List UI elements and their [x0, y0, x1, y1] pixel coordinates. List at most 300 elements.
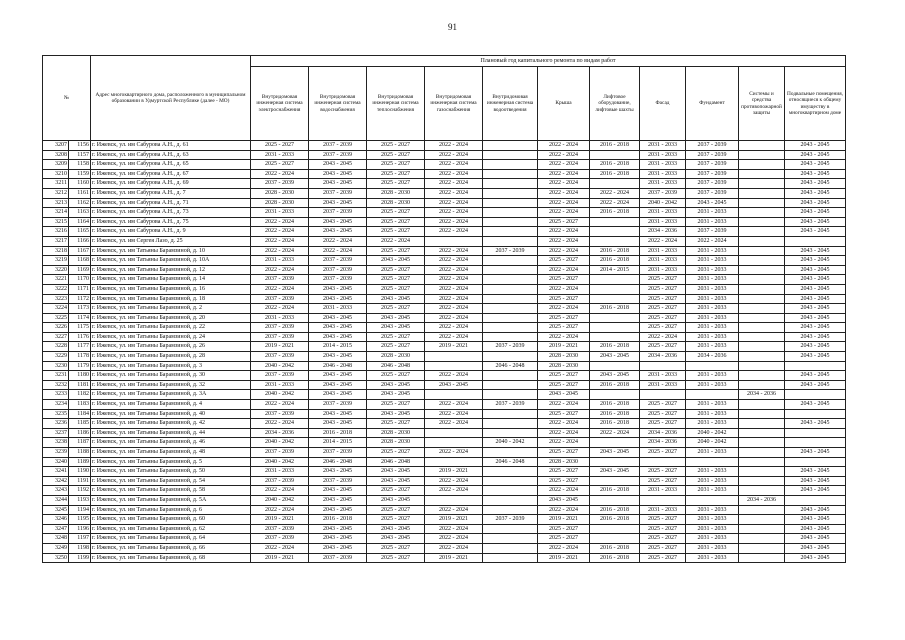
table-row [43, 390, 846, 400]
roof-cell: 2028 - 2030 [538, 457, 590, 467]
address-cell: г. Ижевск, ул. им Татьяны Барамзиной, д. 3А [91, 390, 251, 400]
heating-cell: 2025 - 2027 [367, 486, 425, 496]
elevators-cell: 2016 - 2018 [590, 342, 640, 352]
water-supply-cell: 2014 - 2015 [309, 438, 367, 448]
fire-protection-cell [739, 543, 785, 553]
foundation-cell: 2031 - 2033 [686, 275, 739, 285]
electricity-cell: 2037 - 2039 [251, 524, 309, 534]
address-cell: г. Ижевск, ул. им Татьяны Барамзиной, д. 62 [91, 524, 251, 534]
water-supply-cell: 2046 - 2048 [309, 457, 367, 467]
water-supply-cell: 2043 - 2045 [309, 409, 367, 419]
basement-cell: 2043 - 2045 [785, 534, 846, 544]
electricity-cell: 2037 - 2039 [251, 323, 309, 333]
table-row [43, 188, 846, 198]
basement-cell: 2043 - 2045 [785, 332, 846, 342]
electricity-cell: 2034 - 2036 [251, 428, 309, 438]
electricity-cell: 2037 - 2039 [251, 294, 309, 304]
heating-cell: 2043 - 2045 [367, 534, 425, 544]
facade-cell: 2025 - 2027 [640, 419, 686, 429]
elevators-cell: 2016 - 2018 [590, 256, 640, 266]
sewerage-cell [483, 208, 538, 218]
fire-protection-cell [739, 342, 785, 352]
house-number-cell: 1159 [69, 169, 91, 179]
foundation-cell [686, 390, 739, 400]
header-fire-protection: Системы и средства противопожарной защиты [739, 67, 785, 141]
elevators-cell [590, 217, 640, 227]
table-row [43, 179, 846, 189]
table-row [43, 515, 846, 525]
sewerage-cell [483, 390, 538, 400]
house-number-cell: 1175 [69, 323, 91, 333]
basement-cell: 2043 - 2045 [785, 467, 846, 477]
row-number-cell: 3241 [43, 467, 69, 477]
sewerage-cell [483, 236, 538, 246]
house-number-cell: 1173 [69, 304, 91, 314]
row-number-cell: 3250 [43, 553, 69, 563]
table-row [43, 380, 846, 390]
water-supply-cell: 2022 - 2024 [309, 246, 367, 256]
basement-cell: 2043 - 2045 [785, 342, 846, 352]
foundation-cell: 2031 - 2033 [686, 419, 739, 429]
row-number-cell: 3246 [43, 515, 69, 525]
elevators-cell: 2016 - 2018 [590, 553, 640, 563]
sewerage-cell [483, 217, 538, 227]
gas-cell: 2022 - 2024 [425, 400, 483, 410]
water-supply-cell: 2043 - 2045 [309, 179, 367, 189]
roof-cell: 2025 - 2027 [538, 380, 590, 390]
page-number: 91 [448, 22, 457, 32]
house-number-cell: 1160 [69, 179, 91, 189]
roof-cell: 2022 - 2024 [538, 304, 590, 314]
fire-protection-cell [739, 505, 785, 515]
roof-cell: 2022 - 2024 [538, 543, 590, 553]
basement-cell: 2043 - 2045 [785, 179, 846, 189]
house-number-cell: 1167 [69, 246, 91, 256]
table-row [43, 294, 846, 304]
foundation-cell: 2031 - 2033 [686, 332, 739, 342]
sewerage-cell: 2037 - 2039 [483, 515, 538, 525]
electricity-cell: 2019 - 2021 [251, 342, 309, 352]
fire-protection-cell [739, 457, 785, 467]
electricity-cell: 2040 - 2042 [251, 495, 309, 505]
basement-cell: 2043 - 2045 [785, 208, 846, 218]
sewerage-cell [483, 486, 538, 496]
facade-cell [640, 457, 686, 467]
row-number-cell: 3211 [43, 179, 69, 189]
foundation-cell: 2031 - 2033 [686, 524, 739, 534]
fire-protection-cell [739, 361, 785, 371]
basement-cell: 2043 - 2045 [785, 284, 846, 294]
electricity-cell: 2037 - 2039 [251, 476, 309, 486]
gas-cell [425, 438, 483, 448]
gas-cell: 2022 - 2024 [425, 486, 483, 496]
fire-protection-cell [739, 294, 785, 304]
electricity-cell: 2031 - 2033 [251, 380, 309, 390]
facade-cell: 2025 - 2027 [640, 275, 686, 285]
basement-cell: 2043 - 2045 [785, 141, 846, 151]
water-supply-cell: 2037 - 2039 [309, 400, 367, 410]
facade-cell: 2034 - 2036 [640, 352, 686, 362]
address-cell: г. Ижевск, ул. им Сабурова А.Н., д. 75 [91, 217, 251, 227]
heating-cell: 2025 - 2027 [367, 179, 425, 189]
foundation-cell [686, 457, 739, 467]
house-number-cell: 1171 [69, 284, 91, 294]
sewerage-cell: 2037 - 2039 [483, 246, 538, 256]
sewerage-cell [483, 169, 538, 179]
foundation-cell: 2031 - 2033 [686, 467, 739, 477]
elevators-cell: 2043 - 2045 [590, 467, 640, 477]
foundation-cell: 2031 - 2033 [686, 342, 739, 352]
elevators-cell: 2016 - 2018 [590, 409, 640, 419]
roof-cell: 2025 - 2027 [538, 313, 590, 323]
gas-cell: 2022 - 2024 [425, 313, 483, 323]
roof-cell: 2019 - 2021 [538, 553, 590, 563]
foundation-cell: 2037 - 2039 [686, 169, 739, 179]
heating-cell: 2025 - 2027 [367, 371, 425, 381]
row-number-cell: 3249 [43, 543, 69, 553]
foundation-cell: 2031 - 2033 [686, 323, 739, 333]
address-cell: г. Ижевск, ул. им Татьяны Барамзиной, д. 68 [91, 553, 251, 563]
fire-protection-cell [739, 169, 785, 179]
electricity-cell: 2022 - 2024 [251, 304, 309, 314]
address-cell: г. Ижевск, ул. им Сабурова А.Н., д. 69 [91, 179, 251, 189]
header-address: Адрес многоквартирного дома, расположенного в муниципальном образовании в Удмуртской Республике (далее - МО) [91, 56, 251, 141]
fire-protection-cell [739, 265, 785, 275]
foundation-cell: 2022 - 2024 [686, 236, 739, 246]
sewerage-cell [483, 198, 538, 208]
row-number-cell: 3225 [43, 313, 69, 323]
gas-cell: 2022 - 2024 [425, 524, 483, 534]
facade-cell: 2025 - 2027 [640, 515, 686, 525]
sewerage-cell: 2037 - 2039 [483, 400, 538, 410]
gas-cell: 2022 - 2024 [425, 543, 483, 553]
water-supply-cell: 2043 - 2045 [309, 323, 367, 333]
address-cell: г. Ижевск, ул. им Татьяны Барамзиной, д. 4 [91, 400, 251, 410]
house-number-cell: 1192 [69, 486, 91, 496]
gas-cell: 2022 - 2024 [425, 419, 483, 429]
foundation-cell: 2031 - 2033 [686, 246, 739, 256]
basement-cell: 2043 - 2045 [785, 524, 846, 534]
electricity-cell: 2031 - 2033 [251, 208, 309, 218]
table-row [43, 505, 846, 515]
gas-cell: 2019 - 2021 [425, 467, 483, 477]
water-supply-cell: 2043 - 2045 [309, 534, 367, 544]
address-cell: г. Ижевск, ул. им Татьяны Барамзиной, д. 64 [91, 534, 251, 544]
basement-cell: 2043 - 2045 [785, 352, 846, 362]
gas-cell: 2022 - 2024 [425, 294, 483, 304]
electricity-cell: 2037 - 2039 [251, 371, 309, 381]
table-row [43, 438, 846, 448]
roof-cell: 2043 - 2045 [538, 390, 590, 400]
heating-cell: 2025 - 2027 [367, 284, 425, 294]
gas-cell: 2019 - 2021 [425, 342, 483, 352]
table-row [43, 448, 846, 458]
elevators-cell: 2016 - 2018 [590, 400, 640, 410]
address-cell: г. Ижевск, ул. им Татьяны Барамзиной, д. 22 [91, 323, 251, 333]
electricity-cell: 2031 - 2033 [251, 313, 309, 323]
row-number-cell: 3233 [43, 390, 69, 400]
address-cell: г. Ижевск, ул. им Сабурова А.Н., д. 63 [91, 150, 251, 160]
foundation-cell: 2031 - 2033 [686, 476, 739, 486]
foundation-cell: 2040 - 2042 [686, 438, 739, 448]
row-number-cell: 3215 [43, 217, 69, 227]
fire-protection-cell: 2034 - 2036 [739, 495, 785, 505]
row-number-cell: 3209 [43, 160, 69, 170]
gas-cell: 2022 - 2024 [425, 160, 483, 170]
elevators-cell: 2043 - 2045 [590, 448, 640, 458]
basement-cell: 2043 - 2045 [785, 515, 846, 525]
address-cell: г. Ижевск, ул. им Татьяны Барамзиной, д. 54 [91, 476, 251, 486]
heating-cell: 2025 - 2027 [367, 275, 425, 285]
gas-cell: 2022 - 2024 [425, 227, 483, 237]
basement-cell [785, 409, 846, 419]
foundation-cell: 2031 - 2033 [686, 217, 739, 227]
house-number-cell: 1188 [69, 448, 91, 458]
foundation-cell [686, 495, 739, 505]
facade-cell: 2025 - 2027 [640, 524, 686, 534]
basement-cell [785, 390, 846, 400]
foundation-cell: 2031 - 2033 [686, 265, 739, 275]
facade-cell: 2031 - 2033 [640, 505, 686, 515]
table-row [43, 342, 846, 352]
address-cell: г. Ижевск, ул. им Татьяны Барамзиной, д. 48 [91, 448, 251, 458]
fire-protection-cell [739, 534, 785, 544]
roof-cell: 2022 - 2024 [538, 150, 590, 160]
table-row [43, 160, 846, 170]
sewerage-cell: 2040 - 2042 [483, 438, 538, 448]
basement-cell [785, 361, 846, 371]
elevators-cell: 2016 - 2018 [590, 419, 640, 429]
roof-cell: 2025 - 2027 [538, 524, 590, 534]
elevators-cell [590, 534, 640, 544]
sewerage-cell [483, 160, 538, 170]
elevators-cell [590, 476, 640, 486]
heating-cell: 2025 - 2027 [367, 543, 425, 553]
table-row [43, 400, 846, 410]
water-supply-cell: 2043 - 2045 [309, 294, 367, 304]
elevators-cell: 2022 - 2024 [590, 428, 640, 438]
sewerage-cell [483, 150, 538, 160]
roof-cell: 2025 - 2027 [538, 467, 590, 477]
elevators-cell [590, 495, 640, 505]
facade-cell: 2031 - 2033 [640, 179, 686, 189]
electricity-cell: 2037 - 2039 [251, 352, 309, 362]
header-water-supply: Внутридомовая инженерная система водоснабжения [309, 67, 367, 141]
table-row [43, 246, 846, 256]
facade-cell: 2022 - 2024 [640, 332, 686, 342]
gas-cell: 2022 - 2024 [425, 409, 483, 419]
roof-cell: 2025 - 2027 [538, 409, 590, 419]
heating-cell: 2043 - 2045 [367, 524, 425, 534]
facade-cell: 2031 - 2033 [640, 256, 686, 266]
fire-protection-cell [739, 236, 785, 246]
water-supply-cell: 2037 - 2039 [309, 275, 367, 285]
house-number-cell: 1178 [69, 352, 91, 362]
roof-cell: 2022 - 2024 [538, 438, 590, 448]
row-number-cell: 3235 [43, 409, 69, 419]
header-electricity: Внутридомовая инженерная система электроснабжения [251, 67, 309, 141]
water-supply-cell: 2037 - 2039 [309, 208, 367, 218]
basement-cell [785, 236, 846, 246]
row-number-cell: 3231 [43, 371, 69, 381]
house-number-cell: 1170 [69, 275, 91, 285]
address-cell: г. Ижевск, ул. им Татьяны Барамзиной, д. 60 [91, 515, 251, 525]
roof-cell: 2025 - 2027 [538, 275, 590, 285]
house-number-cell: 1187 [69, 438, 91, 448]
facade-cell: 2025 - 2027 [640, 294, 686, 304]
row-number-cell: 3228 [43, 342, 69, 352]
water-supply-cell: 2037 - 2039 [309, 188, 367, 198]
address-cell: г. Ижевск, ул. им Сабурова А.Н., д. 67 [91, 169, 251, 179]
roof-cell: 2025 - 2027 [538, 534, 590, 544]
address-cell: г. Ижевск, ул. им Татьяны Барамзиной, д. 10А [91, 256, 251, 266]
electricity-cell: 2022 - 2024 [251, 217, 309, 227]
roof-cell: 2019 - 2021 [538, 342, 590, 352]
heating-cell: 2025 - 2027 [367, 208, 425, 218]
facade-cell: 2034 - 2036 [640, 227, 686, 237]
fire-protection-cell [739, 428, 785, 438]
electricity-cell: 2040 - 2042 [251, 361, 309, 371]
house-number-cell: 1177 [69, 342, 91, 352]
foundation-cell: 2037 - 2039 [686, 188, 739, 198]
water-supply-cell: 2043 - 2045 [309, 390, 367, 400]
water-supply-cell: 2043 - 2045 [309, 380, 367, 390]
address-cell: г. Ижевск, ул. им Татьяны Барамзиной, д. 50 [91, 467, 251, 477]
elevators-cell [590, 438, 640, 448]
foundation-cell: 2031 - 2033 [686, 294, 739, 304]
gas-cell [425, 495, 483, 505]
house-number-cell: 1190 [69, 467, 91, 477]
sewerage-cell [483, 543, 538, 553]
water-supply-cell: 2043 - 2045 [309, 486, 367, 496]
house-number-cell: 1196 [69, 524, 91, 534]
house-number-cell: 1157 [69, 150, 91, 160]
table-row [43, 524, 846, 534]
basement-cell: 2043 - 2045 [785, 505, 846, 515]
elevators-cell [590, 361, 640, 371]
row-number-cell: 3207 [43, 141, 69, 151]
heating-cell: 2043 - 2045 [367, 495, 425, 505]
address-cell: г. Ижевск, ул. им Татьяны Барамзиной, д. 14 [91, 275, 251, 285]
row-number-cell: 3222 [43, 284, 69, 294]
table-row [43, 313, 846, 323]
row-number-cell: 3248 [43, 534, 69, 544]
electricity-cell: 2019 - 2021 [251, 553, 309, 563]
header-sewerage: Внутридомовая инженерная система водоотведения [483, 67, 538, 141]
heating-cell: 2028 - 2030 [367, 188, 425, 198]
address-cell: г. Ижевск, ул. им Татьяны Барамзиной, д. 5А [91, 495, 251, 505]
heating-cell: 2025 - 2027 [367, 246, 425, 256]
water-supply-cell: 2037 - 2039 [309, 141, 367, 151]
table-row [43, 275, 846, 285]
table-row [43, 352, 846, 362]
electricity-cell: 2025 - 2027 [251, 141, 309, 151]
electricity-cell: 2028 - 2030 [251, 198, 309, 208]
facade-cell: 2025 - 2027 [640, 323, 686, 333]
header-elevators: Лифтовое оборудование, лифтовые шахты [590, 67, 640, 141]
fire-protection-cell: 2034 - 2036 [739, 390, 785, 400]
roof-cell: 2043 - 2045 [538, 495, 590, 505]
heating-cell: 2043 - 2045 [367, 409, 425, 419]
elevators-cell [590, 524, 640, 534]
water-supply-cell: 2037 - 2039 [309, 553, 367, 563]
header-heating: Внутридомовая инженерная система теплоснабжения [367, 67, 425, 141]
electricity-cell: 2040 - 2042 [251, 457, 309, 467]
address-cell: г. Ижевск, ул. им Сабурова А.Н., д. 71 [91, 198, 251, 208]
water-supply-cell: 2043 - 2045 [309, 505, 367, 515]
water-supply-cell: 2043 - 2045 [309, 467, 367, 477]
foundation-cell: 2031 - 2033 [686, 256, 739, 266]
sewerage-cell [483, 275, 538, 285]
address-cell: г. Ижевск, ул. им Татьяны Барамзиной, д. 20 [91, 313, 251, 323]
gas-cell: 2022 - 2024 [425, 448, 483, 458]
fire-protection-cell [739, 246, 785, 256]
elevators-cell: 2016 - 2018 [590, 515, 640, 525]
heating-cell: 2043 - 2045 [367, 313, 425, 323]
heating-cell: 2025 - 2027 [367, 342, 425, 352]
facade-cell: 2031 - 2033 [640, 371, 686, 381]
sewerage-cell [483, 294, 538, 304]
facade-cell: 2031 - 2033 [640, 160, 686, 170]
facade-cell: 2025 - 2027 [640, 553, 686, 563]
roof-cell: 2025 - 2027 [538, 256, 590, 266]
fire-protection-cell [739, 284, 785, 294]
gas-cell: 2022 - 2024 [425, 198, 483, 208]
water-supply-cell: 2043 - 2045 [309, 332, 367, 342]
facade-cell: 2034 - 2036 [640, 438, 686, 448]
house-number-cell: 1172 [69, 294, 91, 304]
gas-cell: 2022 - 2024 [425, 246, 483, 256]
house-number-cell: 1169 [69, 265, 91, 275]
table-row [43, 534, 846, 544]
facade-cell: 2031 - 2033 [640, 217, 686, 227]
elevators-cell [590, 294, 640, 304]
foundation-cell: 2031 - 2033 [686, 486, 739, 496]
foundation-cell: 2031 - 2033 [686, 553, 739, 563]
elevators-cell: 2043 - 2045 [590, 352, 640, 362]
table-row [43, 486, 846, 496]
table-row [43, 208, 846, 218]
roof-cell: 2022 - 2024 [538, 505, 590, 515]
header-no: № [43, 56, 91, 141]
table-row [43, 169, 846, 179]
sewerage-cell [483, 409, 538, 419]
heating-cell: 2025 - 2027 [367, 217, 425, 227]
row-number-cell: 3218 [43, 246, 69, 256]
basement-cell: 2043 - 2045 [785, 486, 846, 496]
heating-cell: 2025 - 2027 [367, 227, 425, 237]
house-number-cell: 1199 [69, 553, 91, 563]
basement-cell: 2043 - 2045 [785, 198, 846, 208]
house-number-cell: 1161 [69, 188, 91, 198]
electricity-cell: 2040 - 2042 [251, 438, 309, 448]
roof-cell: 2025 - 2027 [538, 323, 590, 333]
foundation-cell: 2031 - 2033 [686, 304, 739, 314]
gas-cell: 2022 - 2024 [425, 332, 483, 342]
heating-cell: 2043 - 2045 [367, 256, 425, 266]
foundation-cell: 2031 - 2033 [686, 371, 739, 381]
elevators-cell: 2016 - 2018 [590, 543, 640, 553]
water-supply-cell: 2037 - 2039 [309, 476, 367, 486]
heating-cell: 2043 - 2045 [367, 390, 425, 400]
house-number-cell: 1182 [69, 390, 91, 400]
fire-protection-cell [739, 409, 785, 419]
sewerage-cell [483, 141, 538, 151]
sewerage-cell [483, 448, 538, 458]
elevators-cell [590, 150, 640, 160]
facade-cell: 2025 - 2027 [640, 342, 686, 352]
electricity-cell: 2022 - 2024 [251, 227, 309, 237]
